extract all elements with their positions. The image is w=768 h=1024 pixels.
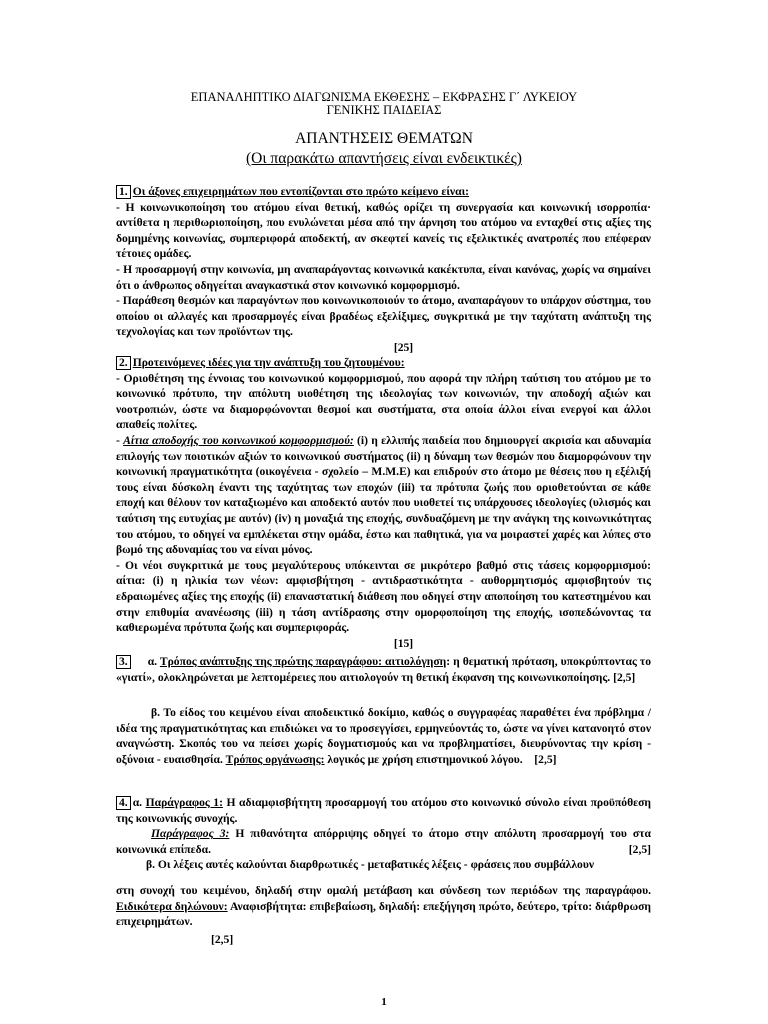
question-2-causes-label: Αίτια αποδοχής του κοινωνικού κομφορμισμού: <box>123 433 354 447</box>
question-3b-label: Τρόπος οργάνωσης: <box>225 752 325 766</box>
question-4a-mark: [2,5] <box>628 842 651 856</box>
question-1 <box>116 184 651 356</box>
question-3a-mark: [2,5] <box>613 670 636 684</box>
exam-subtitle: ΓΕΝΙΚΗΣ ΠΑΙΔΕΙΑΣ <box>326 103 442 117</box>
question-3a-text: : η θεματική πρόταση, υποκρύπτοντας το «γιατί», ολοκληρώνεται με λεπτομέρειες που αιτιολογούν τη θετική έκφανση της κοινωνικοποίησης. <box>116 655 652 684</box>
question-2: 2. Προτεινόμενες ιδέες για την ανάπτυξη του ζητουμένου: - Οριοθέτηση της έννοιας του κοινωνικού κομφορμισμού, που αφορά την πλήρη ταύτιση του ατόμου με το κοινωνικό πρότυπο, την απόλυτη υιοθέτηση της ιδεολογίας των κοινωνιών, την αποδοχή αξιών και νοοτροπιών, ώστε να διαμορφώνονται θεσμοί και συστήματα, στα οποία άλλοι είναι ενεργοί και άλλοι απαθείς πολίτες. - Αίτια αποδοχής του κοινωνικού κομφορμισμού: (i) η ελλιπής παιδεία που δημιουργεί ακρισία και αδυναμία επιλογής των ποιοτικών αξιών το κοινωνικού συστήματος (ii) η δύναμη των θεσμών που διαμορφώνουν την κοινωνική πραγματικότητα (οικογένεια - σχολείο – Μ.Μ.Ε) και επιδρούν στο άτομο με θέσεις που η εξέλιξή τους είναι δύσκολη έναντι της ταχύτητας των εποχών (iii) τα πρότυπα ζωής που οριοθετούνται σε κάθε εποχή και θέλουν τον καταξιωμένο και αποδεκτό αυτόν που υιοθετεί τις υπάρχουσες ιδεολογίες (υλισμός και ταύτιση της ευτυχίας με αυτόν) (iv) η μοναξιά της εποχής, συνδυαζόμενη με την ανάγκη της κοινωνικότητας του ατόμου, το οδηγεί να εμπλέκεται στην ομάδα, έστω και παθητικά, για να μοιραστεί χαρές και λύπες στο βωμό της αδυναμίας του να είναι μόνος. - Οι νέοι συγκριτικά με τους μεγαλύτερους υπόκεινται σε μικρότερο βαθμό στις τάσεις κομφορμισμού: αίτια: (i) η ηλικία των νέων: αμφισβήτηση - αντιδραστικότητα - αυθορμητισμός αμφισβητούν τις εδραιωμένες αξίες της εποχής (ii) επαναστατική διάθεση που οδηγεί στην αποποίηση του κατεστημένου και στην επιθυμία ανανέωσης (iii) η τάση αντίδρασης στην ομορφοποίηση της εποχής, ισοπεδώνοντας τα καθιερωμένα πρότυπα ζωής και συμπεριφοράς. [15] <box>116 356 651 650</box>
answers-title: ΑΠΑΝΤΗΣΕΙΣ ΘΕΜΑΤΩΝ <box>295 130 473 147</box>
question-4a-label-2: Παράγραφος 3: <box>151 827 230 841</box>
question-1-point-1: - Η κοινωνικοποίηση του ατόμου είναι θετική, καθώς ορίζει τη συνεργασία και κοινωνική ισορροπία· αντίθετα η περιθωριοποίηση, που ενυλώνεται μέσα από την άρνηση του ατόμου να ενταχθεί στις αξίες της δομημένης κοινωνίας, συμπεριφορά αποδεκτή, αν σκεφτεί κανείς τις εξελικτικές ανατροπές που επέφεραν τέτοιες ομάδες. <box>116 200 651 261</box>
question-4: 4. α. Παράγραφος 1: Η αδιαμφισβήτητη προσαρμογή του ατόμου στο κοινωνικό σύνολο είναι προϋπόθεση της κοινωνικής συνοχής. Παράγραφος 3: Η πιθανότητα απόρριψης οδηγεί το άτομο στην απόλυτη προσαρμογή του στα κοινωνικά επίπεδα. [2,5] β. Οι λέξεις αυτές καλούνται διαρθρωτικές - μεταβατικές λέξεις - φράσεις που συμβάλλουν στη συνοχή του κειμένου, δηλαδή στην ομαλή μετάβαση και σύνδεση των περιόδων της παραγράφου. Ειδικότερα δηλώνουν: Αναφισβήτητα: επιβεβαίωση, δηλαδή: επεξήγηση πρώτο, δεύτερο, τρίτο: διάρθρωση επιχειρημάτων. [2,5] <box>116 796 651 946</box>
question-4a-text-2: Η πιθανότητα απόρριψης οδηγεί το άτομο στην απόλυτη προσαρμογή του στα κοινωνικά επίπεδα. <box>116 827 651 856</box>
question-1-point-3: - Παράθεση θεσμών και παραγόντων που κοινωνικοποιούν το άτομο, αναπαράγουν το υπάρχον σύστημα, του οποίου οι αλλαγές και προσαρμογές είναι βραδέως εξελίξιμες, συγκριτικά με την ταχύτατη ανάπτυξη της τεχνολογίας και των προϊόντων της. <box>116 294 651 339</box>
exam-title: ΕΠΑΝΑΛΗΠΤΙΚΟ ΔΙΑΓΩΝΙΣΜΑ ΕΚΘΕΣΗΣ – ΕΚΦΡΑΣΗΣ Γ΄ ΛΥΚΕΙΟΥ <box>190 90 578 104</box>
question-1-mark: [25] <box>393 340 414 354</box>
question-2-point-3: - Οι νέοι συγκριτικά με τους μεγαλύτερους υπόκεινται σε μικρότερο βαθμό στις τάσεις κομφορμισμού: αίτια: (i) η ηλικία των νέων: αμφισβήτηση - αντιδραστικότητα - αυθορμητισμός αμφισβητούν τις εδραιωμένες αξίες της εποχής (ii) επαναστατική διάθεση που οδηγεί στην αποποίηση του κατεστημένου και στην επιθυμία ανανέωσης (iii) η τάση αντίδρασης στην ομορφοποίηση της εποχής, ισοπεδώνοντας τα καθιερωμένα πρότυπα ζωής και συμπεριφοράς. <box>116 558 651 635</box>
question-4b-text-2: στη συνοχή του κειμένου, δηλαδή στην ομαλή μετάβαση και σύνδεση των περιόδων της παραγράφου. <box>116 883 651 897</box>
question-4b-text: β. Οι λέξεις αυτές καλούνται διαρθρωτικές - μεταβατικές λέξεις - φράσεις που συμβάλλουν <box>146 858 595 872</box>
question-2-point-2: (i) η ελλιπής παιδεία που δημιουργεί ακρισία και αδυναμία επιλογής των ποιοτικών αξιών το κοινωνικού συστήματος (ii) η δύναμη των θεσμών που διαμορφώνουν την κοινωνική πραγματικότητα (οικογένεια - σχολείο – Μ.Μ.Ε) και επιδρούν στο άτομο με θέσεις που η εξέλιξή τους είναι δύσκολη έναντι της ταχύτητας των εποχών (iii) τα πρότυπα ζωής που οριοθετούνται σε κάθε εποχή και θέλουν τον καταξιωμένο και αποδεκτό αυτόν που υιοθετεί τις υπάρχουσες ιδεολογίες (υλισμός και ταύτιση της ευτυχίας με αυτόν) (iv) η μοναξιά της εποχής, συνδυαζόμενη με την ανάγκη της κοινωνικότητας του ατόμου, το οδηγεί να εμπλέκεται στην ομάδα, έστω και παθητικά, για να μοιραστεί χαρές και λύπες στο βωμό της αδυναμίας του να είναι μόνος. <box>116 433 651 557</box>
question-3a-label: Τρόπος ανάπτυξης της πρώτης παραγράφου: αιτιολόγηση <box>159 655 447 668</box>
answers-subtitle: (Οι παρακάτω απαντήσεις είναι ενδεικτικές) <box>246 150 522 167</box>
question-2-number: 2. <box>116 356 131 370</box>
question-2-heading: Προτεινόμενες ιδέες για την ανάπτυξη του ζητουμένου: <box>132 356 405 369</box>
question-1-point-2: - Η προσαρμογή στην κοινωνία, μη αναπαράγοντας κοινωνικά κακέκτυπα, είναι κανόνας, χωρίς να σημαίνει ότι ο άνθρωπος οδηγείται αναγκαστικά στον κοινωνικό κομφορμισμό. <box>116 262 651 292</box>
question-1-number: 1. <box>116 185 131 199</box>
page-number: 1 <box>381 996 387 1008</box>
question-2-mark: [15] <box>393 636 414 650</box>
question-3: 3. α. Τρόπος ανάπτυξης της πρώτης παραγράφου: αιτιολόγηση: η θεματική πρόταση, υποκρύπτοντας το «γιατί», ολοκληρώνεται με λεπτομέρειες που αιτιολογούν τη θετική έκφανση της κοινωνικοποίησης. [2,5] β. Το είδος του κειμένου είναι αποδεικτικό δοκίμιο, καθώς ο συγγραφέας παραθέτει ένα πρόβλημα / ιδέα της πραγματικότητας και επιδιώκει να το προσεγγίσει, ερμηνεύοντάς το, ώστε να γίνει κατανοητό στον αναγνώστη. Σκοπός του να πείσει χωρίς δογματισμούς και να προβληματίσει, διευρύνοντας την κρίση - οξύνοια - ευαισθησία. Τρόπος οργάνωσης: λογικός με χρήση επιστημονικού λόγου. [2,5] <box>116 655 652 766</box>
question-4b-label: Ειδικότερα δηλώνουν: <box>116 899 228 913</box>
question-4a-label-1: Παράγραφος 1: <box>145 796 223 809</box>
question-3b-text-2: λογικός με χρήση επιστημονικού λόγου. <box>324 752 523 766</box>
question-3b-mark: [2,5] <box>534 752 557 766</box>
question-4b-mark: [2,5] <box>211 932 234 946</box>
question-2-point-1: - Οριοθέτηση της έννοιας του κοινωνικού κομφορμισμού, που αφορά την πλήρη ταύτιση του ατόμου με το κοινωνικό πρότυπο, την απόλυτη υιοθέτηση της ιδεολογίας των κοινωνιών, την αποδοχή αξιών και νοοτροπιών, ώστε να διαμορφώνονται θεσμοί και συστήματα, στα οποία άλλοι είναι ενεργοί και άλλοι απαθείς πολίτες. <box>116 371 651 432</box>
question-4a-text-1: Η αδιαμφισβήτητη προσαρμογή του ατόμου στο κοινωνικό σύνολο είναι προϋπόθεση της κοινωνικής συνοχής. <box>116 796 651 825</box>
question-4b-text-3: Αναφισβήτητα: επιβεβαίωση, δηλαδή: επεξήγηση πρώτο, δεύτερο, τρίτο: διάρθρωση επιχειρημάτων. <box>116 899 651 929</box>
question-3b-text: β. Το είδος του κειμένου είναι αποδεικτικό δοκίμιο, καθώς ο συγγραφέας παραθέτει ένα πρόβλημα / ιδέα της πραγματικότητας και επιδιώκει να το προσεγγίσει, ερμηνεύοντάς το, ώστε να γίνει κατανοητό στον αναγνώστη. Σκοπός του να πείσει χωρίς δογματισμούς και να προβληματίσει, διευρύνοντας την κρίση - οξύνοια - ευαισθησία. <box>116 706 651 766</box>
question-3-number: 3. <box>116 655 131 669</box>
question-4-number: 4. <box>116 796 131 810</box>
question-1-heading: Οι άξονες επιχειρημάτων που εντοπίζονται στο πρώτο κείμενο είναι: <box>132 185 470 198</box>
